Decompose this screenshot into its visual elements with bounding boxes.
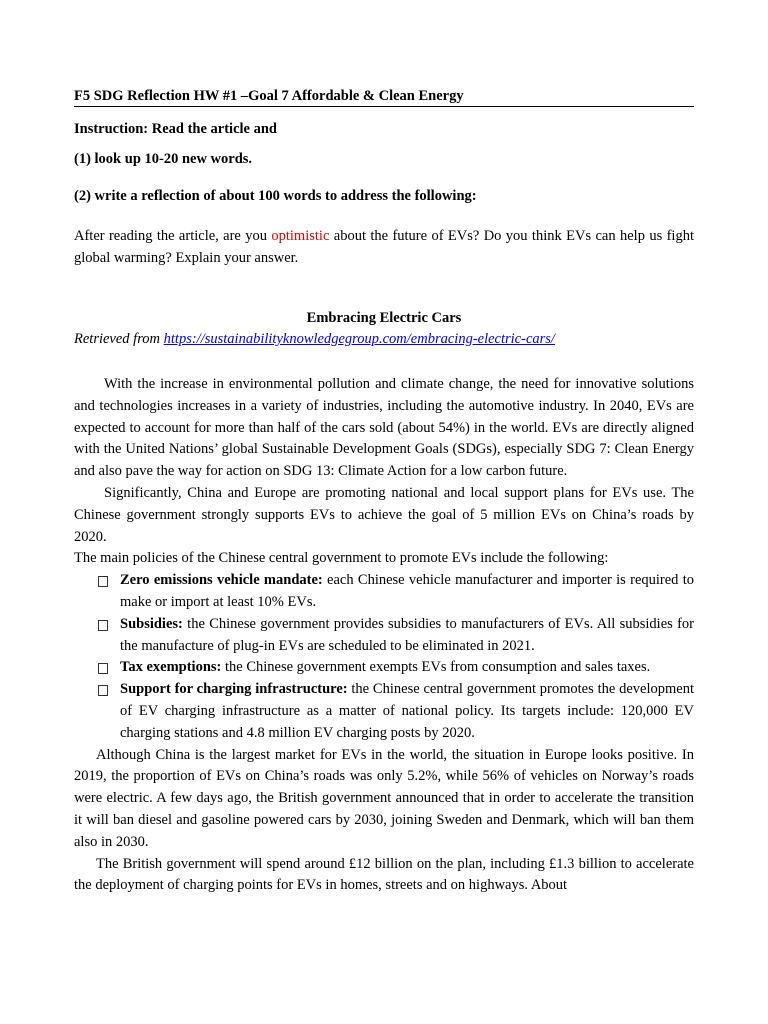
checkbox-bullet-icon — [98, 663, 108, 674]
policy-text: each Chinese vehicle manufacturer and importer is required to make or import at least 10% EVs. — [120, 572, 694, 610]
list-item — [74, 657, 694, 679]
instruction-line-1: Instruction: Read the article and — [74, 121, 277, 137]
question-highlight-word: optimistic — [271, 228, 330, 244]
instruction-line-2: (1) look up 10-20 new words. — [74, 151, 253, 167]
policy-list — [74, 570, 694, 744]
policy-text: the Chinese government provides subsidies to manufacturers of EVs. All subsidies for the manufacture of plug-in EVs are scheduled to be eliminated in 2021. — [120, 615, 694, 654]
list-item — [74, 679, 694, 744]
policy-label: Zero emissions vehicle mandate: — [120, 572, 323, 589]
policy-text: the Chinese government exempts EVs from consumption and sales taxes. — [221, 659, 651, 676]
list-item — [74, 570, 694, 614]
question-text-after: about the future of EVs? Do you think EVs can help us fight global warming? Explain your answer. — [74, 228, 694, 266]
policy-text: the Chinese central government promotes the development of EV charging infrastructure as a matter of national policy. Its targets include: 120,000 EV charging stations and 4.8 million EV charging posts by 2020. — [120, 681, 694, 741]
policy-label: Support for charging infrastructure: — [120, 681, 348, 698]
checkbox-bullet-icon — [98, 620, 108, 631]
list-item — [74, 614, 694, 658]
article-source — [74, 330, 555, 348]
article-title: Embracing Electric Cars — [306, 310, 462, 326]
instruction-line-3: (2) write a reflection of about 100 words to address the following: — [74, 188, 477, 204]
article-paragraph: Although China is the largest market for EVs in the world, the situation in Europe looks positive. In 2019, the proportion of EVs on China’s roads was only 5.2%, while 56% of vehicles on Norway’s roads were electric. A few days ago, the British government announced that in order to accelerate the transition it will ban diesel and gasoline powered cars by 2030, joining Sweden and Denmark, which will ban them also in 2030. — [74, 746, 694, 850]
checkbox-bullet-icon — [98, 576, 108, 587]
reflection-question — [74, 225, 694, 269]
policy-label: Tax exemptions: — [120, 659, 222, 676]
source-link[interactable]: https://sustainabilityknowledgegroup.com/embracing-electric-cars/ — [163, 331, 555, 347]
source-label: Retrieved from — [74, 331, 164, 347]
article-body — [74, 374, 694, 897]
article-paragraph: With the increase in environmental pollution and climate change, the need for innovative solutions and technologies increases in a variety of industries, including the automotive industry. In 2040, EVs are expected to account for more than half of the cars sold (about 54%) in the world. EVs are directly aligned with the United Nations’ global Sustainable Development Goals (SDGs), especially SDG 7: Clean Energy and also pave the way for action on SDG 13: Climate Action for a low carbon future. — [74, 376, 694, 480]
policy-label: Subsidies: — [120, 615, 183, 632]
article-paragraph: The British government will spend around £12 billion on the plan, including £1.3 billion to accelerate the deployment of charging points for EVs in homes, streets and on highways. About — [74, 855, 694, 894]
page-title: F5 SDG Reflection HW #1 –Goal 7 Affordable & Clean Energy — [74, 87, 694, 107]
article-paragraph: Significantly, China and Europe are promoting national and local support plans for EVs use. The Chinese government strongly supports EVs to achieve the goal of 5 million EVs on China’s roads by 2020. — [74, 484, 694, 545]
article-paragraph: The main policies of the Chinese central government to promote EVs include the following: — [74, 550, 609, 567]
checkbox-bullet-icon — [98, 685, 108, 696]
question-text-before: After reading the article, are you — [74, 228, 272, 244]
